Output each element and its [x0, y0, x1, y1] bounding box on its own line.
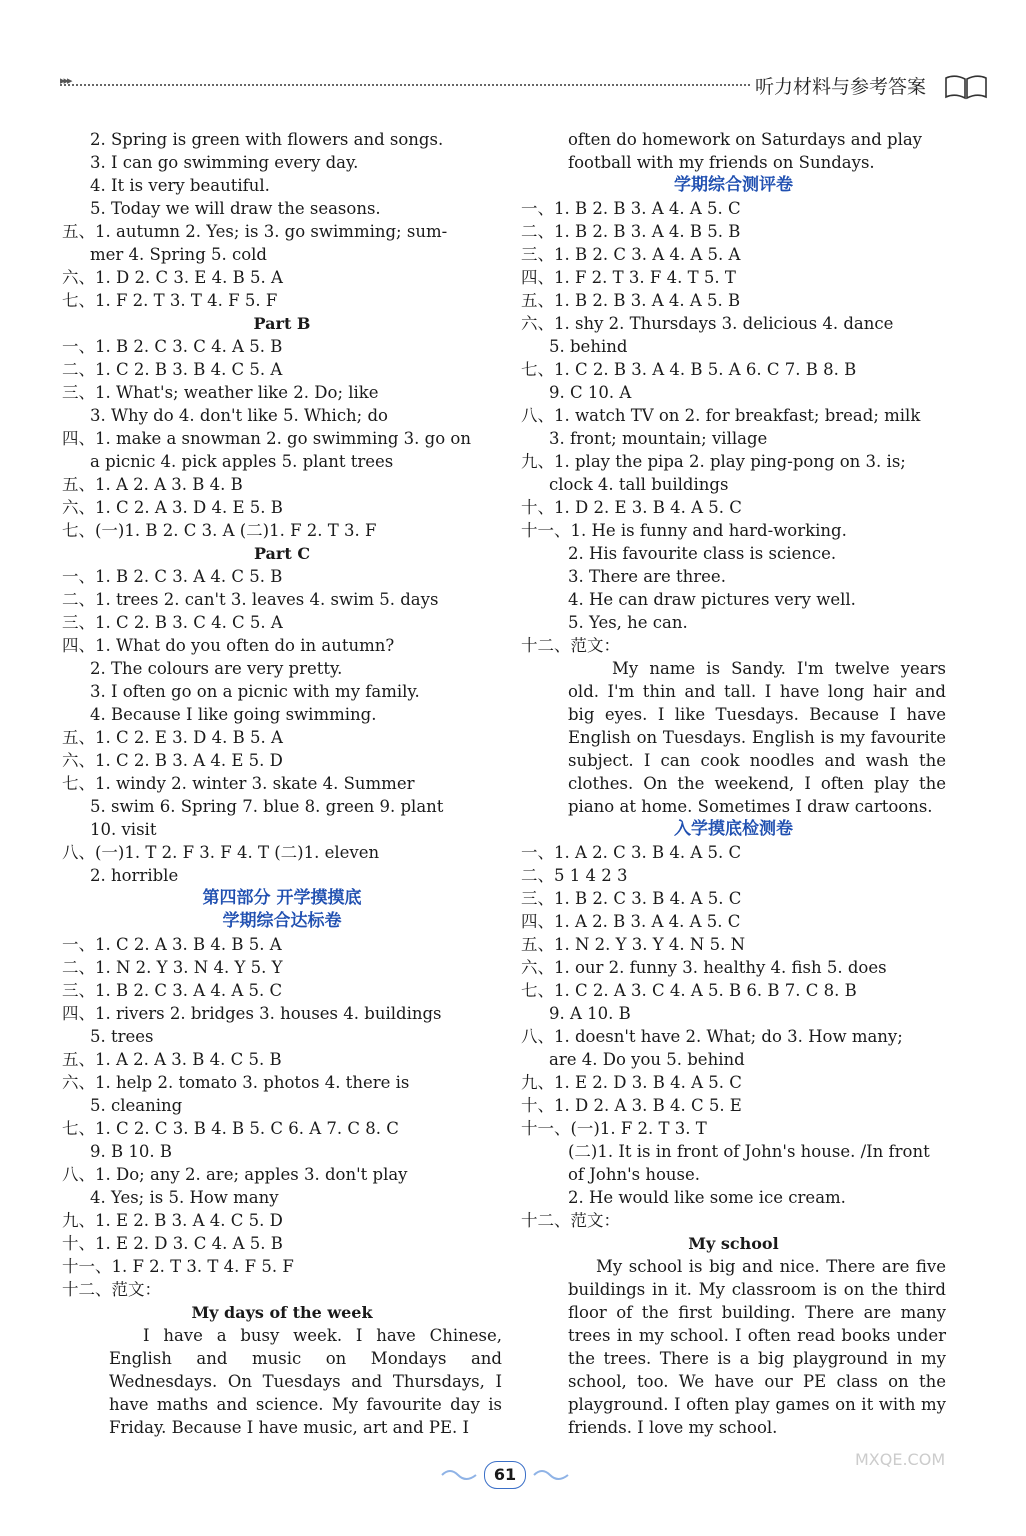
left-column-line: 五、1. autumn 2. Yes; is 3. go swimming; sum-: [62, 222, 448, 241]
essay-my-days-of-the-week: I have a busy week. I have Chinese, English and music on Mondays and Wednesdays. On Tuesdays and Thursdays, I have maths and science. My favourite day is Friday. Because I have music, art and PE. I: [109, 1326, 502, 1437]
left-column-line: 六、1. D 2. C 3. E 4. B 5. A: [62, 268, 283, 287]
left-column-line: 六、1. C 2. A 3. D 4. E 5. B: [62, 498, 283, 517]
left-column: [62, 128, 502, 1439]
left-wave-decoration-icon: [440, 1466, 480, 1484]
right-column-top-line: 九、1. play the pipa 2. play ping-pong on 3. is;: [521, 452, 906, 471]
left-column-line: 2. horrible: [90, 866, 179, 885]
right-column-top-line: 9. C 10. A: [549, 383, 632, 402]
right-column-mid-line: 入学摸底检测卷: [674, 819, 793, 839]
left-column-line: 七、1. C 2. C 3. B 4. B 5. C 6. A 7. C 8. C: [62, 1119, 399, 1138]
right-column-top-line: football with my friends on Sundays.: [568, 153, 875, 172]
left-column-line: 二、1. C 2. B 3. B 4. C 5. A: [62, 360, 283, 379]
right-answer-lines-top: [521, 128, 946, 657]
left-column-line: 4. Because I like going swimming.: [90, 705, 377, 724]
essay-sandy: My name is Sandy. I'm twelve years old. I'm thin and tall. I have long hair and big eyes. I like Tuesdays. Because I have English on Tuesdays. English is my favourite subject. I can cook noodles and wash the clothes. On the weekend, I often play the piano at home. Sometimes I draw cartoons.: [568, 659, 946, 816]
left-column-line: 四、1. rivers 2. bridges 3. houses 4. buildings: [62, 1004, 442, 1023]
left-column-line: 八、(一)1. T 2. F 3. F 4. T (二)1. eleven: [62, 843, 380, 862]
left-column-line: 3. Why do 4. don't like 5. Which; do: [90, 406, 388, 425]
left-column-line: Part B: [253, 314, 311, 333]
left-column-line: 五、1. A 2. A 3. B 4. B: [62, 475, 243, 494]
right-column-top-line: 4. He can draw pictures very well.: [568, 590, 856, 609]
left-column-line: 六、1. help 2. tomato 3. photos 4. there is: [62, 1073, 410, 1092]
right-column-mid-line: 一、1. A 2. C 3. B 4. A 5. C: [521, 843, 742, 862]
left-column-line: 2. The colours are very pretty.: [90, 659, 343, 678]
left-column-line: 4. Yes; is 5. How many: [90, 1188, 279, 1207]
left-column-line: 一、1. B 2. C 3. C 4. A 5. B: [62, 337, 283, 356]
left-column-line: 5. Today we will draw the seasons.: [90, 199, 381, 218]
left-column-line: 2. Spring is green with flowers and songs.: [90, 130, 444, 149]
right-column-top-line: 3. There are three.: [568, 567, 726, 586]
right-column-top-line: 十二、范文：: [521, 636, 620, 655]
right-column-top-line: 五、1. B 2. B 3. A 4. A 5. B: [521, 291, 741, 310]
watermark: MXQE.COM: [855, 1450, 946, 1469]
left-column-line: 四、1. What do you often do in autumn?: [62, 636, 395, 655]
right-column-top-line: 2. His favourite class is science.: [568, 544, 837, 563]
left-column-line: 八、1. Do; any 2. are; apples 3. don't play: [62, 1165, 408, 1184]
right-column-mid-line: 2. He would like some ice cream.: [568, 1188, 846, 1207]
left-column-line: 七、1. windy 2. winter 3. skate 4. Summer: [62, 774, 415, 793]
left-column-line: 10. visit: [90, 820, 157, 839]
right-column-mid-line: of John's house.: [568, 1165, 700, 1184]
left-column-line: 二、1. N 2. Y 3. N 4. Y 5. Y: [62, 958, 283, 977]
right-column-top-line: 5. Yes, he can.: [568, 613, 688, 632]
left-column-line: 二、1. trees 2. can't 3. leaves 4. swim 5. days: [62, 590, 439, 609]
left-column-line: 5. cleaning: [90, 1096, 183, 1115]
left-column-line: Part C: [253, 544, 311, 563]
left-column-line: 三、1. C 2. B 3. C 4. C 5. A: [62, 613, 283, 632]
right-column-top-line: 5. behind: [549, 337, 628, 356]
left-column-line: 四、1. make a snowman 2. go swimming 3. go on: [62, 429, 471, 448]
right-column-top-line: 三、1. B 2. C 3. A 4. A 5. A: [521, 245, 741, 264]
page-number: 61: [484, 1461, 526, 1489]
left-column-line: 第四部分 开学摸摸底: [202, 888, 362, 908]
left-column-line: 十、1. E 2. D 3. C 4. A 5. B: [62, 1234, 283, 1253]
right-column-top-line: 3. front; mountain; village: [549, 429, 768, 448]
right-column: [521, 128, 946, 1439]
right-wave-decoration-icon: [532, 1466, 572, 1484]
right-column-top-line: clock 4. tall buildings: [549, 475, 729, 494]
left-column-line: 五、1. A 2. A 3. B 4. C 5. B: [62, 1050, 282, 1069]
right-column-mid-line: (二)1. It is in front of John's house. /In front: [568, 1142, 930, 1161]
left-column-line: 9. B 10. B: [90, 1142, 172, 1161]
left-column-line: a picnic 4. pick apples 5. plant trees: [90, 452, 394, 471]
right-column-mid-line: 九、1. E 2. D 3. B 4. A 5. C: [521, 1073, 742, 1092]
right-column-mid-line: 四、1. A 2. B 3. A 4. A 5. C: [521, 912, 741, 931]
right-column-top-line: often do homework on Saturdays and play: [568, 130, 923, 149]
left-column-line: 4. It is very beautiful.: [90, 176, 270, 195]
right-column-mid-line: 十一、(一)1. F 2. T 3. T: [521, 1119, 707, 1138]
right-column-mid-line: 二、5 1 4 2 3: [521, 866, 628, 885]
left-answer-lines: [62, 128, 502, 1324]
right-column-top-line: 学期综合测评卷: [674, 175, 793, 195]
right-column-mid-line: 八、1. doesn't have 2. What; do 3. How many;: [521, 1027, 903, 1046]
right-column-top-line: 十、1. D 2. E 3. B 4. A 5. C: [521, 498, 742, 517]
right-column-mid-line: 七、1. C 2. A 3. C 4. A 5. B 6. B 7. C 8. B: [521, 981, 857, 1000]
left-column-line: 九、1. E 2. B 3. A 4. C 5. D: [62, 1211, 283, 1230]
right-column-mid-line: 十、1. D 2. A 3. B 4. C 5. E: [521, 1096, 742, 1115]
right-column-top-line: 十一、1. He is funny and hard-working.: [521, 521, 847, 540]
right-column-top-line: 八、1. watch TV on 2. for breakfast; bread; milk: [521, 406, 921, 425]
right-column-top-line: 二、1. B 2. B 3. A 4. B 5. B: [521, 222, 741, 241]
right-column-top-line: 七、1. C 2. B 3. A 4. B 5. A 6. C 7. B 8. B: [521, 360, 857, 379]
header-arrows-icon: ▸▸▸: [60, 74, 71, 87]
right-answer-lines-mid: [521, 818, 946, 1255]
left-column-line: mer 4. Spring 5. cold: [90, 245, 267, 264]
header-dotted-rule: [60, 84, 750, 86]
left-column-line: 学期综合达标卷: [222, 911, 342, 931]
left-column-line: 十二、范文：: [62, 1280, 161, 1299]
left-column-line: 一、1. B 2. C 3. A 4. C 5. B: [62, 567, 283, 586]
page-header: [60, 72, 990, 112]
right-column-top-line: 一、1. B 2. B 3. A 4. A 5. C: [521, 199, 741, 218]
left-column-line: 七、1. F 2. T 3. T 4. F 5. F: [62, 291, 278, 310]
right-column-mid-line: 三、1. B 2. C 3. B 4. A 5. C: [521, 889, 742, 908]
left-column-line: 三、1. B 2. C 3. A 4. A 5. C: [62, 981, 283, 1000]
right-column-top-line: 六、1. shy 2. Thursdays 3. delicious 4. dance: [521, 314, 894, 333]
left-column-line: My days of the week: [191, 1303, 373, 1322]
left-column-line: 一、1. C 2. A 3. B 4. B 5. A: [62, 935, 282, 954]
right-column-top-line: 四、1. F 2. T 3. F 4. T 5. T: [521, 268, 736, 287]
right-column-mid-line: 9. A 10. B: [549, 1004, 631, 1023]
essay-my-school: My school is big and nice. There are five buildings in it. My classroom is on the third floor of the first building. There are many trees in my school. I often read books under the trees. There is a big playground in my school, too. We have our PE class on the playground. I often play games on it with my friends. I love my school.: [568, 1257, 946, 1437]
left-column-line: 六、1. C 2. B 3. A 4. E 5. D: [62, 751, 283, 770]
left-column-line: 五、1. C 2. E 3. D 4. B 5. A: [62, 728, 283, 747]
left-column-line: 5. swim 6. Spring 7. blue 8. green 9. plant: [90, 797, 444, 816]
right-column-mid-line: 六、1. our 2. funny 3. healthy 4. fish 5. does: [521, 958, 887, 977]
right-column-mid-line: 五、1. N 2. Y 3. Y 4. N 5. N: [521, 935, 746, 954]
page-footer: [440, 1458, 590, 1490]
right-column-mid-line: My school: [688, 1234, 779, 1253]
left-column-line: 十一、1. F 2. T 3. T 4. F 5. F: [62, 1257, 294, 1276]
left-column-line: 三、1. What's; weather like 2. Do; like: [62, 383, 379, 402]
left-column-line: 3. I often go on a picnic with my family.: [90, 682, 420, 701]
right-column-mid-line: are 4. Do you 5. behind: [549, 1050, 745, 1069]
book-icon: [943, 74, 989, 100]
header-title: 听力材料与参考答案: [755, 76, 927, 98]
right-column-mid-line: 十二、范文：: [521, 1211, 620, 1230]
left-column-line: 5. trees: [90, 1027, 154, 1046]
left-column-line: 3. I can go swimming every day.: [90, 153, 359, 172]
left-column-line: 七、(一)1. B 2. C 3. A (二)1. F 2. T 3. F: [62, 521, 377, 540]
